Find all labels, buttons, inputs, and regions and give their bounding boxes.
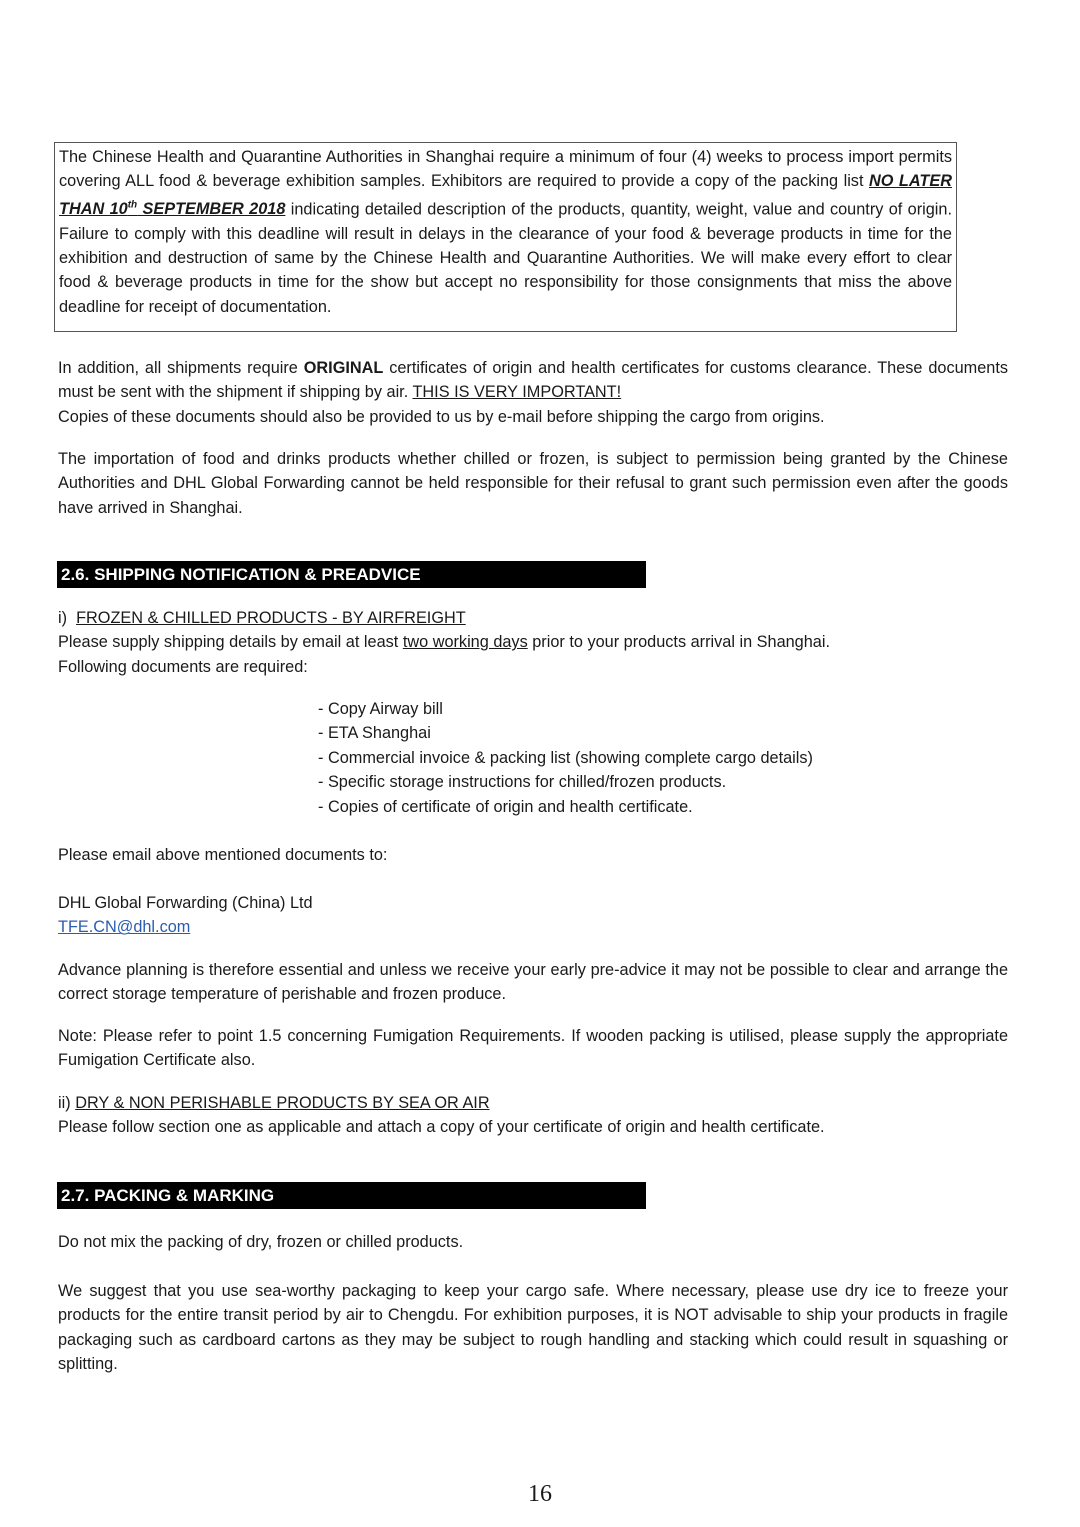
list-item: - Copy Airway bill [318, 700, 443, 718]
list-item: - Commercial invoice & packing list (showing complete cargo details) [318, 748, 813, 767]
section-2-6-heading: 2.6. SHIPPING NOTIFICATION & PREADVICE [57, 561, 646, 588]
list-item: - Copies of certificate of origin and health certificate. [318, 797, 693, 816]
email-intro: Please email above mentioned documents to: [58, 846, 388, 864]
follow-instructions: Please follow section one as applicable and attach a copy of your certificate of origin and health certificate. [58, 1118, 825, 1137]
supply-underlined: two working days [402, 633, 528, 652]
packing-paragraph-1: Do not mix the packing of dry, frozen or chilled products. [58, 1233, 464, 1251]
section-2-7-heading: 2.7. PACKING & MARKING [57, 1182, 646, 1209]
deadline-sup: th [127, 199, 138, 211]
addition-copies: Copies of these documents should also be provided to us by e-mail before shipping the cargo from origins. [58, 407, 825, 426]
list-item: - ETA Shanghai [318, 724, 431, 743]
sub-ii-title: DRY & NON PERISHABLE PRODUCTS BY SEA OR AIR [75, 1094, 490, 1112]
advance-paragraph: Advance planning is therefore essential and unless we receive your early pre-advice it may not be possible to clear and arrange the correct storage temperature of perishable and frozen produce. [58, 961, 1008, 1004]
frozen-chilled-block [58, 606, 1008, 679]
note-paragraph: Note: Please refer to point 1.5 concerning Fumigation Requirements. If wooden packing is utilised, please supply the appropriate Fumigation Certificate also. [58, 1027, 1008, 1070]
deadline-pre: NO LATER THAN 10 [59, 172, 952, 219]
addition-bold: ORIGINAL [303, 359, 384, 377]
contact-block [58, 891, 1008, 940]
notice-text-1: The Chinese Health and Quarantine Authorities in Shanghai require a minimum of four (4) weeks to process import permits covering ALL food & beverage exhibition samples. Exhibitors are required to provide a copy of the packing list [59, 148, 952, 191]
sub-i-prefix: i) [58, 609, 77, 627]
addition-post: certificates of origin and health certificates for customs clearance. These documents must be sent with the shipment if shipping by air. [58, 359, 1008, 402]
importation-paragraph: The importation of food and drinks products whether chilled or frozen, is subject to permission being granted by the Chinese Authorities and DHL Global Forwarding cannot be held responsible for their refusal to grant such permission even after the goods have arrived in Shanghai. [58, 450, 1008, 517]
dry-products-block [58, 1091, 1008, 1140]
addition-pre: In addition, all shipments require [58, 359, 304, 377]
email-link[interactable]: TFE.CN@dhl.com [58, 918, 191, 937]
supply-pre: Please supply shipping details by email at least [58, 633, 403, 652]
addition-paragraph [58, 356, 1008, 429]
page-number: 16 [528, 1481, 552, 1507]
required-documents-list [318, 697, 813, 819]
important-notice: THIS IS VERY IMPORTANT! [412, 383, 622, 402]
deadline-post: SEPTEMBER 2018 [137, 200, 286, 219]
following-documents: Following documents are required: [58, 657, 308, 676]
sub-i-title: FROZEN & CHILLED PRODUCTS - BY AIRFREIGHT [76, 609, 466, 627]
list-item: - Specific storage instructions for chilled/frozen products. [318, 773, 727, 792]
packing-paragraph-2: We suggest that you use sea-worthy packaging to keep your cargo safe. Where necessary, please use dry ice to freeze your products for the entire transit period by air to Chengdu. For exhibition purposes, it is NOT advisable to ship your products in fragile packaging such as cardboard cartons as they may be subject to rough handling and stacking which could result in squashing or splitting. [58, 1282, 1008, 1374]
quarantine-notice-box [54, 142, 957, 332]
notice-text-2: indicating detailed description of the products, quantity, weight, value and country of origin. Failure to comply with this deadline will result in delays in the clearance of your food & beverage products in time for the exhibition and destruction of same by the Chinese Health and Quarantine Authorities. We will make every effort to clear food & beverage products in time for the show but accept no responsibility for those consignments that miss the above deadline for receipt of documentation. [59, 200, 952, 316]
supply-post: prior to your products arrival in Shanghai. [527, 633, 830, 652]
sub-ii-prefix: ii) [58, 1094, 76, 1112]
company-name: DHL Global Forwarding (China) Ltd [58, 894, 313, 912]
